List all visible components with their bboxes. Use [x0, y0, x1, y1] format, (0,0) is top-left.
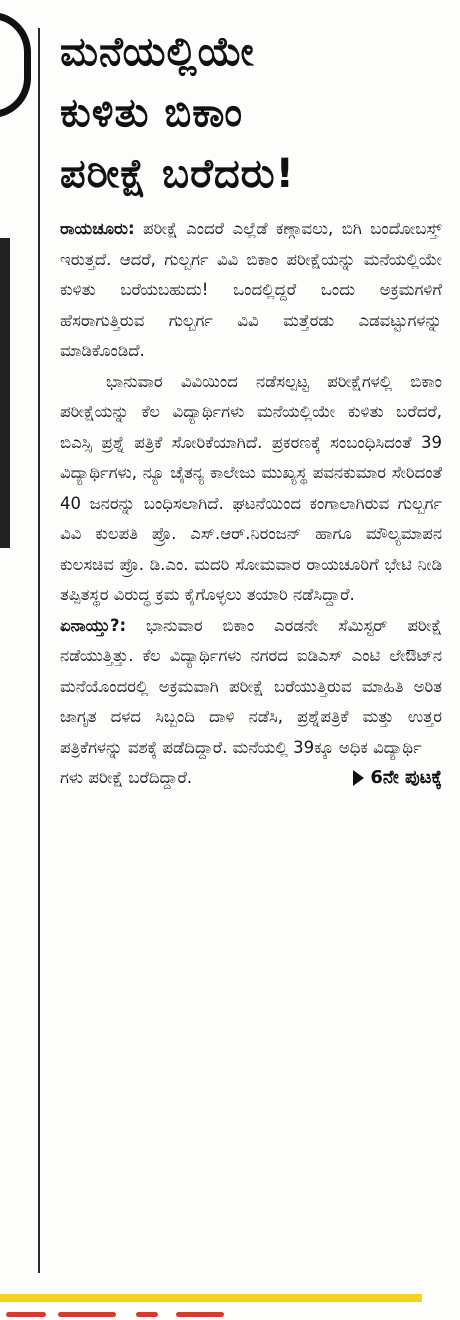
paragraph-1	[60, 214, 442, 367]
next-headline-fragment-3	[136, 1312, 158, 1317]
news-article	[60, 22, 442, 794]
adjacent-column-fragment	[0, 0, 30, 1270]
next-headline-fragment-2	[58, 1312, 116, 1317]
triangle-right-icon	[353, 770, 364, 786]
article-body	[60, 214, 442, 794]
closing-row	[60, 763, 442, 794]
paragraph-1-text: ಪರೀಕ್ಷೆ ಎಂದರೆ ಎಲ್ಲೆಡೆ ಕಣ್ಗಾವಲು, ಬಿಗಿ ಬಂದೋಬಸ್ತ್ ಇರುತ್ತದೆ. ಆದರೆ, ಗುಲ್ಬರ್ಗ ವಿವಿ ಬಿಕಾಂ ಪರೀಕ್ಷೆಯನ್ನು ಮನೆಯಲ್ಲಿಯೇ ಕುಳಿತು ಬರೆಯಬಹುದು! ಒಂದಲ್ಲಿದ್ದರೆ ಒಂದು ಅಕ್ರಮಗಳಿಗೆ ಹೆಸರಾಗುತ್ತಿರುವ ಗುಲ್ಬರ್ಗ ವಿವಿ ಮತ್ತೆರಡು ಎಡವಟ್ಟುಗಳನ್ನು ಮಾಡಿಕೊಂಡಿದೆ.	[60, 219, 442, 360]
column-rule	[38, 28, 40, 1273]
paragraph-3	[60, 611, 442, 764]
next-headline-fragment-1	[6, 1312, 46, 1317]
subhead: ಏನಾಯ್ತು?:	[60, 615, 127, 635]
adjacent-photo-edge	[0, 238, 10, 548]
headline	[60, 22, 442, 205]
closing-line: ಗಳು ಪರೀಕ್ಷೆ ಬರೆದಿದ್ದಾರೆ.	[60, 768, 193, 787]
paragraph-2: ಭಾನುವಾರ ವಿವಿಯಿಂದ ನಡೆಸಲ್ಪಟ್ಟ ಪರೀಕ್ಷೆಗಳಲ್ಲಿ ಬಿಕಾಂ ಪರೀಕ್ಷೆಯನ್ನು ಕೆಲ ವಿದ್ಯಾರ್ಥಿಗಳು ಮನೆಯಲ್ಲಿಯೇ ಕುಳಿತು ಬರೆದರೆ, ಬಿಎಸ್ಸಿ ಪ್ರಶ್ನೆ ಪತ್ರಿಕೆ ಸೋರಿಕೆಯಾಗಿದೆ. ಪ್ರಕರಣಕ್ಕೆ ಸಂಬಂಧಿಸಿದಂತೆ 39 ವಿದ್ಯಾರ್ಥಿಗಳು, ನ್ಯೂ ಚೈತನ್ಯ ಕಾಲೇಜು ಮುಖ್ಯಸ್ಥ ಪವನಕುಮಾರ ಸೇರಿದಂತೆ 40 ಜನರನ್ನು ಬಂಧಿಸಲಾಗಿದೆ. ಘಟನೆಯಿಂದ ಕಂಗಾಲಾಗಿರುವ ಗುಲ್ಬರ್ಗ ವಿವಿ ಕುಲಪತಿ ಪ್ರೊ. ಎಸ್.ಆರ್.ನಿರಂಜನ್ ಹಾಗೂ ಮೌಲ್ಯಮಾಪನ ಕುಲಸಚಿವ ಪ್ರೊ. ಡಿ.ಎಂ. ಮದರಿ ಸೋಮವಾರ ರಾಯಚೂರಿಗೆ ಭೇಟಿ ನೀಡಿ ತಪ್ಪಿತಸ್ಥರ ವಿರುದ್ಧ ಕ್ರಮ ಕೈಗೊಳ್ಳಲು ತಯಾರಿ ನಡೆಸಿದ್ದಾರೆ.	[60, 371, 442, 604]
continued-on-page[interactable]	[353, 763, 442, 794]
headline-line-3: ಪರೀಕ್ಷೆ ಬರೆದರು!	[60, 151, 295, 197]
next-article-fragment	[6, 1306, 266, 1320]
dateline: ರಾಯಚೂರು:	[60, 219, 135, 238]
headline-line-2: ಕುಳಿತು ಬಿಕಾಂ	[60, 90, 244, 136]
headline-line-1: ಮನೆಯಲ್ಲಿಯೇ	[60, 29, 255, 75]
continued-label: 6ನೇ ಪುಟಕ್ಕೆ	[370, 767, 442, 788]
yellow-divider	[0, 1294, 422, 1302]
next-headline-fragment-4	[176, 1312, 224, 1317]
adjacent-headline-glyph	[0, 12, 31, 118]
paragraph-3-text: ಭಾನುವಾರ ಬಿಕಾಂ ಎರಡನೇ ಸೆಮಿಸ್ಟರ್ ಪರೀಕ್ಷೆ ನಡೆಯುತ್ತಿತ್ತು. ಕೆಲ ವಿದ್ಯಾರ್ಥಿಗಳು ನಗರದ ಐಡಿಎಸ್ ಎಂಟಿ ಲೇಔಟ್‌ನ ಮನೆಯೊಂದರಲ್ಲಿ ಅಕ್ರಮವಾಗಿ ಪರೀಕ್ಷೆ ಬರೆಯುತ್ತಿರುವ ಮಾಹಿತಿ ಅರಿತ ಜಾಗೃತ ದಳದ ಸಿಬ್ಬಂದಿ ದಾಳಿ ನಡೆಸಿ, ಪ್ರಶ್ನೆಪತ್ರಿಕೆ ಮತ್ತು ಉತ್ತರ ಪತ್ರಿಕೆಗಳನ್ನು ವಶಕ್ಕೆ ಪಡೆದಿದ್ದಾರೆ. ಮನೆಯಲ್ಲಿ 39ಕ್ಕೂ ಅಧಿಕ ವಿದ್ಯಾರ್ಥಿ	[60, 615, 443, 757]
